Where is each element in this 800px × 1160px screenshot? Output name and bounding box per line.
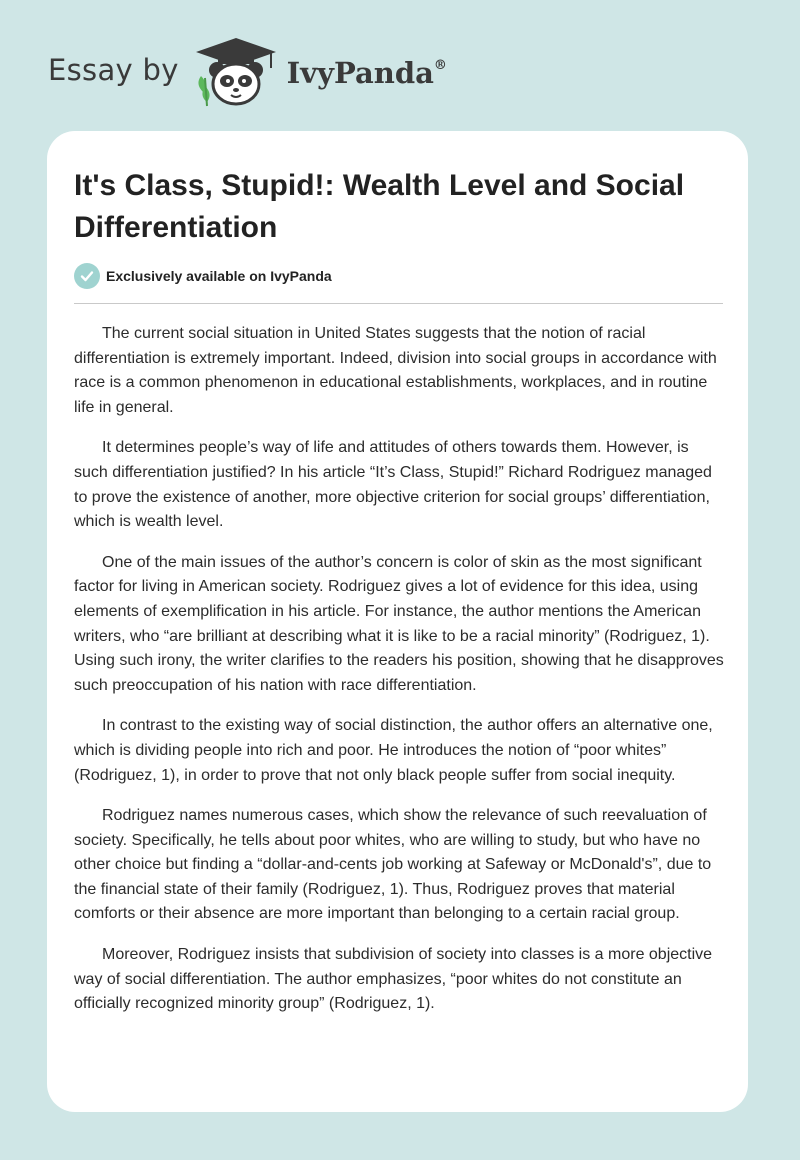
essay-paragraph: Rodriguez names numerous cases, which show the relevance of such reevaluation of society. Specifically, he tells about poor whites, who are willing to study, but who have no other choice but finding a “dollar-and-cents job working at Safeway or McDonald's”, due to the financial state of their family (Rodriguez, 1). Thus, Rodriguez proves that material comforts or their absence are more important than belonging to a certain racial group. bbox=[74, 807, 712, 923]
trademark-symbol: ® bbox=[433, 58, 447, 73]
essay-paragraph: It determines people’s way of life and attitudes of others towards them. However, is such differentiation justified? In his article “It’s Class, Stupid!” Richard Rodriguez managed to prove the existence of another, more objective criterion for social groups’ differentiation, which is wealth level. bbox=[74, 439, 712, 531]
essay-card bbox=[47, 131, 748, 1112]
essay-by-label: Essay by bbox=[48, 53, 179, 87]
essay-paragraph: In contrast to the existing way of social distinction, the author offers an alternative one, which is dividing people into rich and poor. He introduces the notion of “poor whites” (Rodriguez, 1), in order to prove that not only black people suffer from social inequity. bbox=[74, 717, 713, 784]
brand-name[interactable] bbox=[287, 56, 447, 90]
essay-title: It's Class, Stupid!: Wealth Level and Social Differentiation bbox=[74, 169, 685, 244]
essay-body bbox=[74, 322, 724, 1033]
essay-paragraph: Moreover, Rodriguez insists that subdivision of society into classes is a more objective way of social differentiation. The author emphasizes, “poor whites do not constitute an officially recognized minority group” (Rodriguez, 1). bbox=[74, 946, 713, 1013]
essay-paragraph: One of the main issues of the author’s concern is color of skin as the most significant factor for living in American society. Rodriguez gives a lot of evidence for this idea, using elements of exemplification in his article. For instance, the author mentions the American writers, who “are brilliant at describing what it is like to be a racial minority” (Rodriguez, 1). Using such irony, the writer clarifies to the readers his position, showing that he disapproves such preoccupation of his nation with race differentiation. bbox=[74, 553, 724, 694]
exclusive-badge bbox=[74, 263, 332, 289]
brand-label: IvyPanda bbox=[286, 56, 434, 90]
site-header bbox=[48, 36, 447, 108]
check-icon bbox=[74, 263, 100, 289]
panda-graduate-logo-icon[interactable] bbox=[191, 36, 281, 108]
exclusive-label: Exclusively available on IvyPanda bbox=[106, 268, 332, 284]
essay-paragraph: The current social situation in United States suggests that the notion of racial differentiation is extremely important. Indeed, division into social groups in accordance with race is a common phenomenon in educational establishments, workplaces, and in routine life in general. bbox=[74, 325, 717, 416]
divider bbox=[74, 303, 723, 304]
